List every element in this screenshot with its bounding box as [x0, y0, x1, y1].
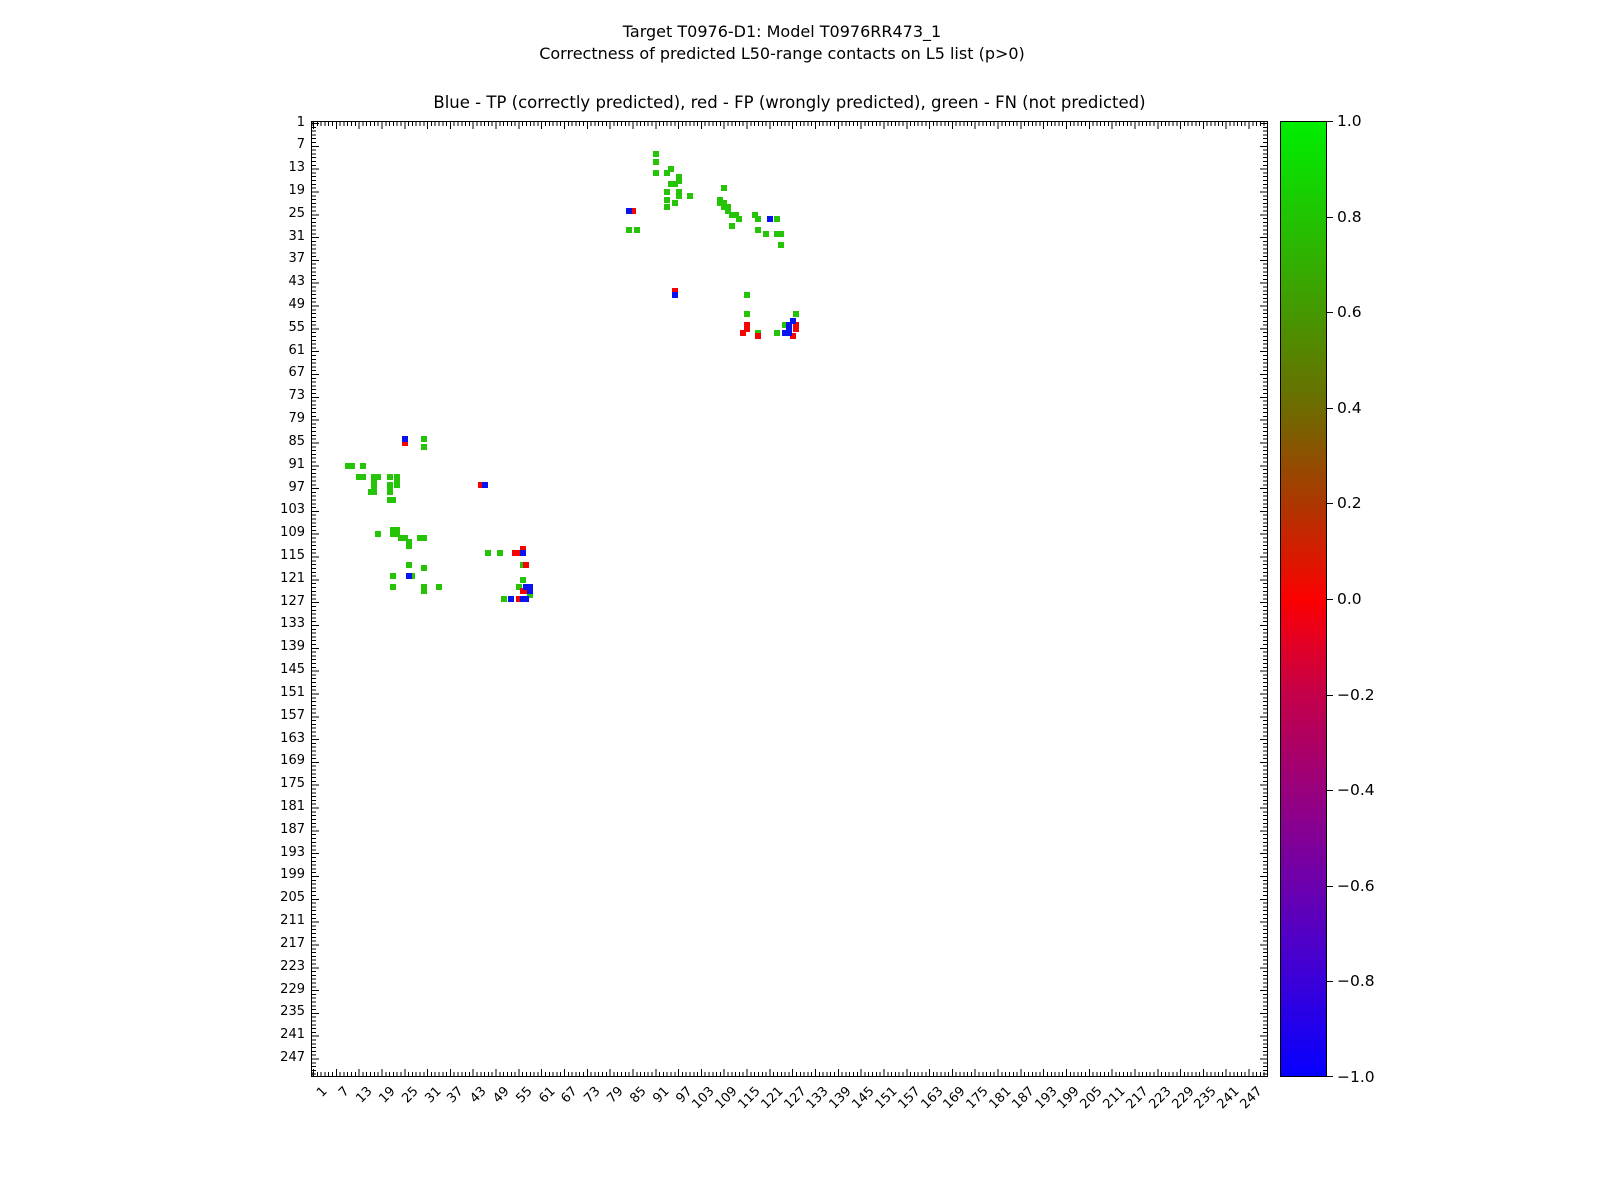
contact-marker-fn — [744, 311, 750, 317]
y-tick-label: 181 — [280, 799, 305, 815]
x-tick-label: 181 — [986, 1084, 1015, 1113]
x-tick-label: 193 — [1032, 1084, 1061, 1113]
y-tick-label: 151 — [280, 684, 305, 700]
figure-subtitle: Correctness of predicted L50-range contacts on L5 list (p>0) — [539, 44, 1025, 63]
y-tick-label: 91 — [288, 456, 305, 472]
contact-marker-fn — [664, 204, 670, 210]
contact-marker-fp — [740, 330, 746, 336]
y-tick-label: 175 — [280, 776, 305, 792]
x-tick-label: 7 — [336, 1084, 353, 1101]
colorbar-tick — [1327, 408, 1333, 409]
contact-marker-tp — [527, 588, 533, 594]
colorbar-tick — [1327, 503, 1333, 504]
x-tick-label: 229 — [1169, 1084, 1198, 1113]
colorbar-tick — [1327, 886, 1333, 887]
x-tick-label: 25 — [399, 1084, 422, 1107]
colorbar-tick — [1327, 599, 1333, 600]
contact-marker-fn — [653, 170, 659, 176]
x-tick-label: 85 — [627, 1084, 650, 1107]
contact-marker-fn — [721, 185, 727, 191]
contact-marker-fn — [778, 231, 784, 237]
x-tick-label: 103 — [689, 1084, 718, 1113]
colorbar-tick — [1327, 695, 1333, 696]
y-tick-label: 145 — [280, 662, 305, 678]
y-tick-label: 127 — [280, 593, 305, 609]
contact-marker-fn — [387, 489, 393, 495]
contact-marker-fn — [421, 535, 427, 541]
contact-marker-fn — [406, 543, 412, 549]
y-tick-label: 169 — [280, 753, 305, 769]
contact-marker-fn — [672, 200, 678, 206]
x-tick-label: 121 — [758, 1084, 787, 1113]
contact-marker-fn — [774, 216, 780, 222]
colorbar-tick — [1327, 790, 1333, 791]
x-tick-label: 223 — [1146, 1084, 1175, 1113]
x-tick-label: 55 — [513, 1084, 536, 1107]
y-tick-label: 85 — [288, 433, 305, 449]
contact-marker-fn — [390, 573, 396, 579]
y-tick-label: 49 — [288, 297, 305, 313]
y-tick-label: 109 — [280, 525, 305, 541]
colorbar-tick — [1327, 981, 1333, 982]
y-tick-label: 187 — [280, 821, 305, 837]
x-tick-label: 61 — [535, 1084, 559, 1107]
contact-marker-fn — [390, 497, 396, 503]
y-tick-label: 163 — [280, 730, 305, 746]
y-tick-label: 61 — [288, 342, 305, 358]
y-tick-label: 193 — [280, 844, 305, 860]
contact-marker-tp — [402, 436, 408, 442]
x-tick-label: 13 — [353, 1084, 376, 1107]
x-tick-label: 19 — [376, 1084, 399, 1107]
x-tick-label: 151 — [872, 1084, 901, 1113]
contact-marker-fn — [497, 550, 503, 556]
contact-marker-tp — [626, 208, 632, 214]
x-tick-label: 97 — [672, 1084, 696, 1107]
x-tick-label: 157 — [895, 1084, 924, 1113]
x-tick-label: 205 — [1077, 1084, 1106, 1113]
contact-marker-fn — [744, 292, 750, 298]
x-tick-label: 115 — [735, 1084, 764, 1113]
y-tick-label: 223 — [280, 958, 305, 974]
contact-marker-fn — [664, 197, 670, 203]
contact-markers-layer — [312, 122, 1267, 1076]
x-tick-label: 37 — [444, 1084, 468, 1107]
contact-marker-fn — [387, 474, 393, 480]
y-tick-label: 103 — [280, 502, 305, 518]
contact-marker-fn — [626, 227, 632, 233]
y-tick-label: 205 — [280, 890, 305, 906]
y-tick-label: 235 — [280, 1004, 305, 1020]
contact-marker-tp — [520, 550, 526, 556]
colorbar-tick-label: 0.6 — [1337, 303, 1362, 322]
contact-marker-fn — [360, 474, 366, 480]
colorbar-tick-label: 0.8 — [1337, 207, 1362, 226]
colorbar-tick-label: −1.0 — [1337, 1068, 1375, 1086]
y-tick-label: 73 — [288, 388, 305, 404]
contact-marker-fn — [501, 596, 507, 602]
x-tick-label: 247 — [1237, 1084, 1266, 1113]
contact-marker-fp — [755, 333, 761, 339]
contact-marker-fn — [778, 242, 784, 248]
contact-marker-fn — [421, 444, 427, 450]
y-tick-label: 79 — [288, 411, 305, 427]
x-tick-label: 67 — [558, 1084, 582, 1107]
contact-marker-tp — [482, 482, 488, 488]
figure-title: Target T0976-D1: Model T0976RR473_1 — [622, 22, 942, 41]
y-tick-label: 13 — [288, 160, 305, 176]
x-tick-label: 109 — [712, 1084, 741, 1113]
colorbar — [1280, 121, 1327, 1077]
x-tick-label: 235 — [1191, 1084, 1220, 1113]
contact-marker-fn — [406, 562, 412, 568]
colorbar-tick-label: 0.4 — [1337, 398, 1362, 417]
y-tick-label: 229 — [280, 981, 305, 997]
contact-marker-fn — [687, 193, 693, 199]
y-tick-label: 19 — [288, 182, 305, 198]
colorbar-tick — [1327, 121, 1333, 122]
colorbar-tick-label: 1.0 — [1337, 112, 1362, 130]
contact-marker-tp — [406, 573, 412, 579]
x-tick-label: 169 — [940, 1084, 969, 1113]
contact-marker-fn — [421, 565, 427, 571]
x-tick-label: 49 — [490, 1084, 513, 1107]
x-tick-label: 163 — [918, 1084, 947, 1113]
x-tick-label: 79 — [604, 1084, 627, 1107]
contact-marker-tp — [786, 330, 792, 336]
contact-marker-tp — [523, 596, 529, 602]
contact-marker-fn — [360, 463, 366, 469]
y-tick-label: 1 — [296, 114, 305, 130]
contact-marker-fn — [421, 588, 427, 594]
x-tick-label: 199 — [1054, 1084, 1084, 1113]
plot-area — [311, 121, 1268, 1077]
y-tick-label: 43 — [288, 274, 305, 290]
x-tick-label: 73 — [581, 1084, 604, 1107]
contact-marker-fn — [349, 463, 355, 469]
colorbar-tick-label: −0.2 — [1337, 685, 1375, 704]
colorbar-tick — [1327, 217, 1333, 218]
y-tick-label: 247 — [280, 1050, 305, 1066]
contact-marker-fn — [371, 489, 377, 495]
contact-marker-fn — [436, 584, 442, 590]
y-tick-label: 199 — [280, 867, 305, 883]
contact-marker-fn — [653, 159, 659, 165]
contact-marker-fn — [729, 223, 735, 229]
contact-marker-fn — [485, 550, 491, 556]
contact-marker-tp — [672, 292, 678, 298]
y-tick-label: 241 — [280, 1027, 305, 1043]
x-tick-label: 145 — [849, 1084, 878, 1113]
colorbar-tick-label: 0.0 — [1337, 590, 1362, 608]
contact-marker-fp — [793, 326, 799, 332]
x-tick-label: 241 — [1214, 1084, 1243, 1113]
contact-marker-fp — [523, 562, 529, 568]
y-tick-label: 121 — [280, 570, 305, 586]
contact-marker-fn — [421, 436, 427, 442]
contact-marker-fn — [653, 151, 659, 157]
contact-marker-fn — [774, 330, 780, 336]
x-tick-label: 187 — [1009, 1084, 1038, 1113]
contact-marker-fn — [664, 189, 670, 195]
colorbar-tick — [1327, 1076, 1333, 1077]
contact-marker-fn — [736, 216, 742, 222]
contact-marker-fn — [755, 216, 761, 222]
contact-marker-fn — [793, 311, 799, 317]
axes-title: Blue - TP (correctly predicted), red - FP (wrongly predicted), green - FN (not predicted) — [433, 93, 1146, 112]
contact-marker-tp — [767, 216, 773, 222]
x-tick-label: 127 — [781, 1084, 810, 1113]
contact-marker-fn — [375, 531, 381, 537]
contact-marker-fn — [390, 584, 396, 590]
colorbar-tick-label: 0.2 — [1337, 494, 1362, 513]
y-tick-label: 55 — [288, 319, 305, 335]
y-tick-label: 157 — [280, 707, 305, 723]
contact-marker-fn — [672, 181, 678, 187]
x-tick-label: 175 — [963, 1084, 992, 1113]
contact-marker-fn — [763, 231, 769, 237]
x-tick-label: 1 — [313, 1084, 331, 1101]
contact-marker-fn — [634, 227, 640, 233]
contact-marker-fn — [520, 577, 526, 583]
y-tick-label: 31 — [288, 228, 305, 244]
y-tick-label: 67 — [288, 365, 305, 381]
y-tick-label: 25 — [288, 205, 305, 221]
y-tick-label: 37 — [288, 251, 305, 267]
contact-marker-fn — [664, 170, 670, 176]
colorbar-tick-label: −0.6 — [1337, 876, 1375, 895]
y-tick-label: 97 — [288, 479, 305, 495]
y-tick-label: 7 — [296, 137, 305, 153]
y-tick-label: 139 — [280, 639, 305, 655]
x-tick-label: 133 — [803, 1084, 833, 1113]
contact-marker-fn — [676, 193, 682, 199]
colorbar-tick — [1327, 312, 1333, 313]
contact-marker-fn — [394, 482, 400, 488]
x-tick-label: 139 — [826, 1084, 855, 1113]
y-tick-label: 211 — [280, 913, 305, 929]
colorbar-tick-label: −0.8 — [1337, 972, 1375, 991]
x-tick-label: 211 — [1100, 1084, 1129, 1113]
contact-marker-tp — [508, 596, 514, 602]
y-tick-label: 217 — [280, 935, 305, 951]
x-tick-label: 217 — [1123, 1084, 1152, 1113]
contact-marker-fn — [755, 227, 761, 233]
colorbar-tick-label: −0.4 — [1337, 781, 1375, 800]
y-tick-label: 115 — [280, 548, 305, 564]
y-tick-label: 133 — [280, 616, 305, 632]
x-tick-label: 43 — [467, 1084, 490, 1107]
x-tick-label: 91 — [650, 1084, 673, 1107]
x-tick-label: 31 — [421, 1084, 445, 1107]
